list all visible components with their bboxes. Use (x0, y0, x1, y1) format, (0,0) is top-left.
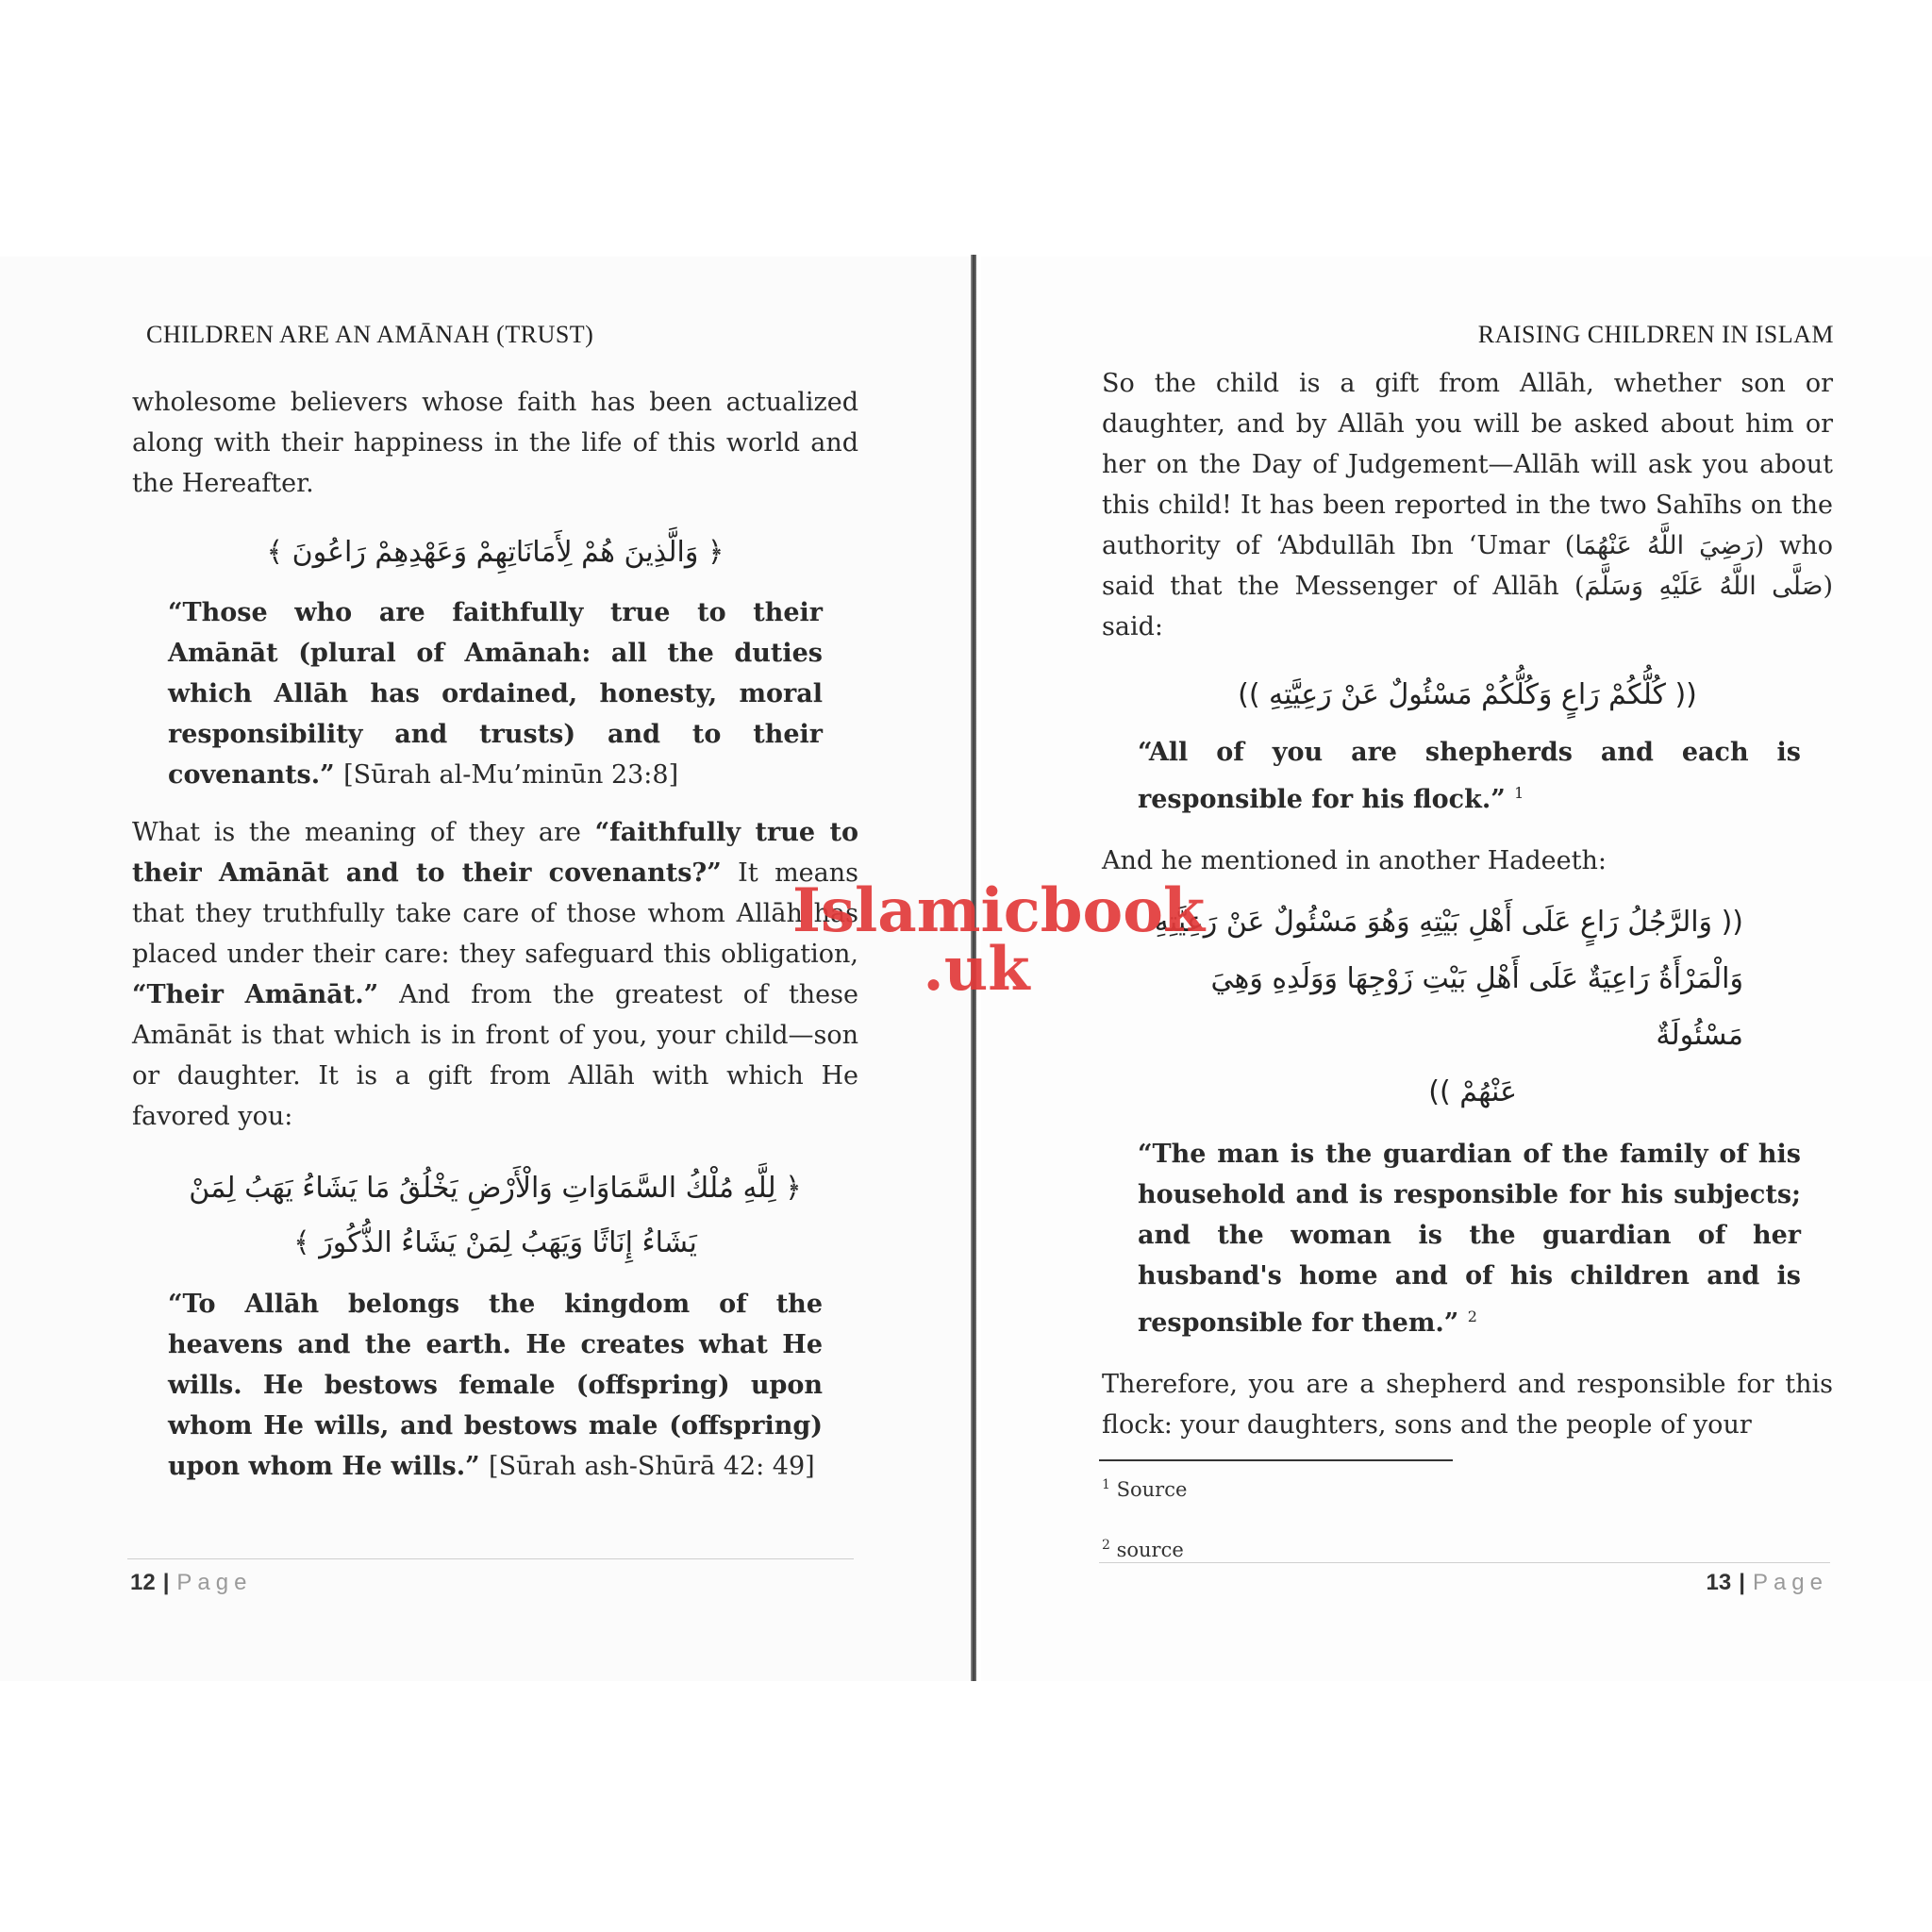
left-column (132, 382, 858, 1487)
left-quote-1-reference: [Sūrah al-Mu’minūn 23:8] (343, 760, 679, 790)
footnote-2-number: 2 (1102, 1538, 1110, 1553)
left-paragraph-2-emphasis-1: “faithfully true to their Amānāt and to their covenants?” (132, 818, 859, 888)
left-paragraph-1: wholesome believers whose faith has been actualized along with their happiness in the life of this world and the Hereafter. (132, 388, 858, 498)
left-footer-rule (127, 1558, 854, 1559)
left-page-number-separator: | (162, 1570, 170, 1595)
right-paragraph-1: So the child is a gift from Allāh, whether son or daughter, and by Allāh you will be asked about him or her on the Day of Judgement—Allāh will ask you about this child! It has been reported in the two Sahīhs on the authority of ‘Abdullāh Ibn ‘Umar (رَضِيَ اللَّهُ عَنْهُمَا) who said that the Messenger of Allāh (صَلَّى اللَّهُ عَلَيْهِ وَسَلَّمَ) said: (1102, 369, 1834, 641)
right-quote-2-footnote-ref: 2 (1467, 1307, 1477, 1325)
left-paragraph-2-start: What is the meaning of they are (132, 818, 595, 847)
right-quote-1-footnote-ref: 1 (1514, 784, 1524, 802)
right-arabic-hadith-2-line-3: عَنْهُمْ )) (1428, 1075, 1517, 1108)
right-quote-2-text: “The man is the guardian of the family of his household and is responsible for his subjects; and the woman is the guardian of her husband's home and of his children and is responsible for them.” (1138, 1140, 1801, 1338)
left-paragraph-2-middle: It means that they truthfully take care of those whom Allāh has placed under their care: they safeguard this obligation, (132, 858, 858, 969)
right-arabic-hadith-2 (1140, 894, 1743, 1121)
left-quote-1 (168, 592, 823, 795)
right-quote-1 (1138, 732, 1801, 820)
left-page-number-value: 12 (130, 1570, 156, 1595)
left-paragraph-2-end: And from the greatest of these Amānāt is that which is in front of you, your child—son or daughter. It is a gift from Allāh with which He favored you: (132, 980, 858, 1131)
left-arabic-verse-2-line-2: يَشَاءُ إِنَاثًا وَيَهَبُ لِمَنْ يَشَاءُ الذُّكُورَ ﴾ (293, 1226, 697, 1259)
right-paragraph-2: And he mentioned in another Hadeeth: (1102, 846, 1607, 875)
left-arabic-verse-2 (160, 1161, 830, 1271)
left-page-number (130, 1570, 252, 1596)
footnote-2 (1102, 1538, 1184, 1561)
right-quote-1-text: “All of you are shepherds and each is responsible for his flock.” (1138, 738, 1801, 814)
right-page-number (1707, 1570, 1828, 1596)
footnote-1 (1102, 1477, 1187, 1501)
right-arabic-hadith-1: (( كُلُّكُمْ رَاعٍ وَكُلُّكُمْ مَسْئُولٌ عَنْ رَعِيَّتِهِ )) (1238, 678, 1697, 711)
footnote-rule (1099, 1459, 1453, 1461)
watermark-logo (792, 875, 1206, 1005)
right-paragraph-3: Therefore, you are a shepherd and responsible for this flock: your daughters, sons and the people of your (1102, 1370, 1833, 1440)
right-column (1102, 363, 1833, 1445)
left-quote-2-text: “To Allāh belongs the kingdom of the heavens and the earth. He creates what He wills. He bestows female (offspring) upon whom He wills, and bestows male (offspring) upon whom He wills.” (168, 1290, 823, 1481)
left-running-header: CHILDREN ARE AN AMĀNAH (TRUST) (146, 321, 594, 348)
left-quote-1-text: “Those who are faithfully true to their Amānāt (plural of Amānah: all the duties which Allāh has ordained, honesty, moral responsibility and trusts) and to their covenants.” (168, 598, 823, 790)
footnote-1-text: Source (1116, 1478, 1188, 1501)
left-paragraph-2-emphasis-2: “Their Amānāt.” (132, 980, 379, 1009)
right-page-label: Page (1752, 1570, 1828, 1595)
right-arabic-hadith-2-line-1: (( وَالرَّجُلُ رَاعٍ عَلَى أَهْلِ بَيْتِهِ وَهُوَ مَسْئُولٌ عَنْ رَعِيَّتِهِ (1154, 906, 1743, 939)
left-arabic-verse-2-line-1: ﴿ لِلَّهِ مُلْكُ السَّمَاوَاتِ وَالْأَرْضِ يَخْلُقُ مَا يَشَاءُ يَهَبُ لِمَنْ (189, 1172, 802, 1205)
watermark-line-2: .uk (923, 934, 1030, 1005)
left-page-label: Page (176, 1570, 253, 1595)
right-page-number-value: 13 (1706, 1570, 1732, 1595)
watermark-line-1: Islamicbook (792, 875, 1206, 946)
left-arabic-verse-1: ﴿ وَالَّذِينَ هُمْ لِأَمَانَاتِهِمْ وَعَهْدِهِمْ رَاعُونَ ﴾ (266, 536, 724, 569)
right-page-number-separator: | (1739, 1570, 1745, 1595)
left-paragraph-2 (132, 812, 858, 1137)
right-arabic-hadith-2-line-2: وَالْمَرْأَةُ رَاعِيَةٌ عَلَى أَهْلِ بَيْتِ زَوْجِهَا وَوَلَدِهِ وَهِيَ مَسْئُولَةٌ (1210, 962, 1743, 1052)
right-footer-rule (1099, 1562, 1830, 1563)
left-quote-2 (168, 1284, 823, 1487)
right-quote-2 (1138, 1134, 1801, 1343)
footnote-1-number: 1 (1102, 1477, 1110, 1492)
right-running-header: RAISING CHILDREN IN ISLAM (1477, 321, 1834, 348)
left-quote-2-reference: [Sūrah ash-Shūrā 42: 49] (489, 1452, 815, 1481)
footnote-2-text: source (1116, 1539, 1184, 1561)
